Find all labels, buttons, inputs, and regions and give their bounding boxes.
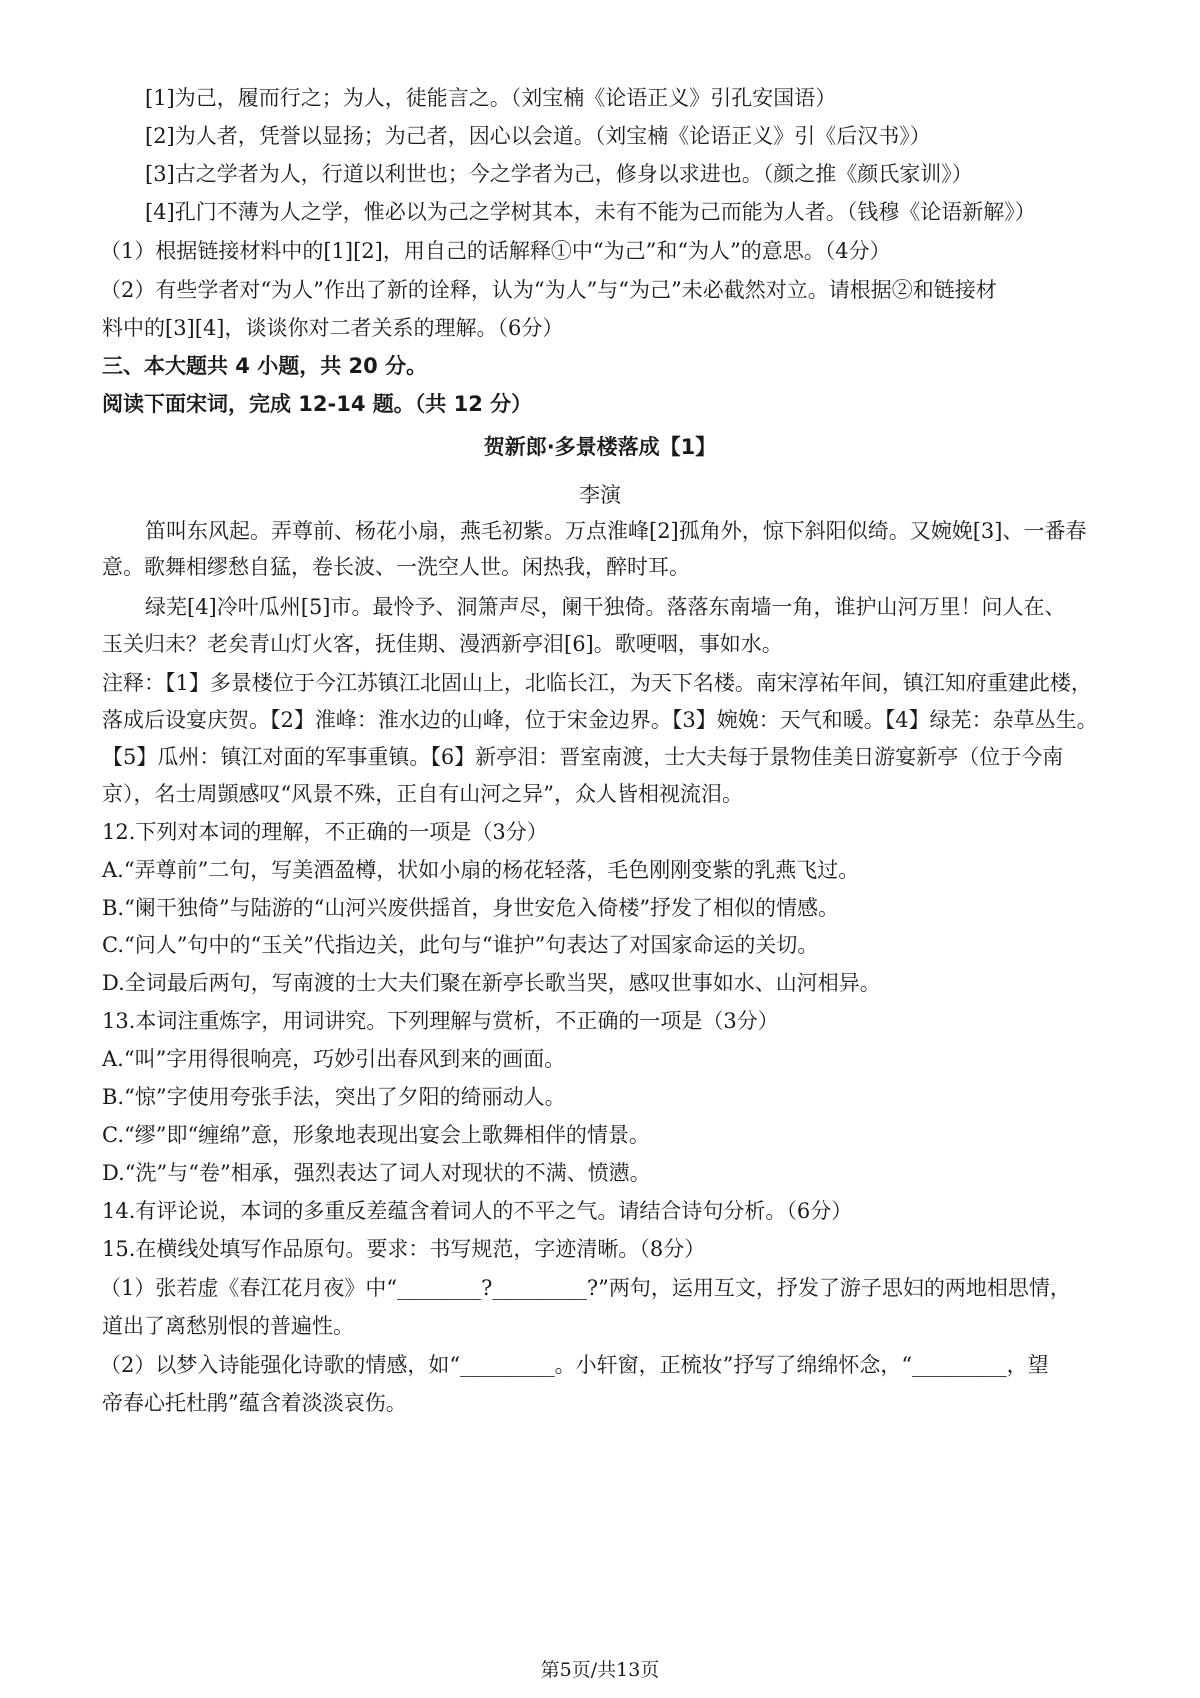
- question-11-2-line2: 料中的[3][4]，谈谈你对二者关系的理解。（6分）: [102, 316, 564, 340]
- poem-line-2: 意。歌舞相缪愁自猛，卷长波、一洗空人世。闲热我，醉时耳。: [102, 555, 690, 579]
- note-line-1: 注释：【1】多景楼位于今江苏镇江北固山上，北临长江，为天下名楼。南宋淳祐年间，镇江知府重建此楼，: [102, 671, 1092, 695]
- question-12-option-d: D.全词最后两句，写南渡的士大夫们聚在新亭长歌当哭，感叹世事如水、山河相异。: [102, 971, 881, 995]
- poem-line-4: 玉关归未？老矣青山灯火客，抚佳期、漫洒新亭泪[6]。歌哽咽，事如水。: [102, 632, 783, 656]
- question-15: 15.在横线处填写作品原句。要求：书写规范，字迹清晰。（8分）: [102, 1237, 706, 1261]
- question-13: 13.本词注重炼字，用词讲究。下列理解与赏析，不正确的一项是（3分）: [102, 1009, 779, 1033]
- link-material-2: [2]为人者，凭誉以显扬；为己者，因心以会道。（刘宝楠《论语正义》引《后汉书》）: [145, 124, 931, 148]
- question-15-1-line2: 道出了离愁别恨的普遍性。: [102, 1314, 354, 1338]
- question-15-2-line2: 帝春心托杜鹃”蕴含着淡淡哀伤。: [102, 1391, 407, 1415]
- note-line-4: 京），名士周顗感叹“风景不殊，正自有山河之异”，众人皆相视流泪。: [102, 782, 743, 806]
- poem-title: 贺新郎·多景楼落成【1】: [483, 435, 717, 459]
- note-line-3: 【5】瓜州：镇江对面的军事重镇。【6】新亭泪：晋室南渡，士大夫每于景物佳美日游宴新亭（位于今南: [102, 745, 1064, 769]
- question-13-option-c: C.“缪”即“缠绵”意，形象地表现出宴会上歌舞相伴的情景。: [102, 1123, 650, 1147]
- question-15-1-line1: （1）张若虚《春江花月夜》中“________?_________?”两句，运用互文，抒发了游子思妇的两地相思情，: [100, 1276, 1071, 1300]
- question-13-option-a: A.“叫”字用得很响亮，巧妙引出春风到来的画面。: [102, 1047, 566, 1071]
- reading-instruction: 阅读下面宋词，完成 12-14 题。（共 12 分）: [102, 392, 533, 416]
- question-13-option-d: D.“洗”与“卷”相承，强烈表达了词人对现状的不满、愤懑。: [102, 1161, 651, 1185]
- question-14: 14.有评论说，本词的多重反差蕴含着词人的不平之气。请结合诗句分析。（6分）: [102, 1199, 853, 1223]
- question-12-option-b: B.“阑干独倚”与陆游的“山河兴废供揺首，身世安危入倚楼”抒发了相似的情感。: [102, 896, 840, 920]
- link-material-3: [3]古之学者为人，行道以利世也；今之学者为己，修身以求进也。（颜之推《颜氏家训》）: [145, 162, 973, 186]
- question-15-2-line1: （2）以梦入诗能强化诗歌的情感，如“_________。小轩窗，正梳妆”抒写了绵绵怀念，“_________，望: [100, 1353, 1049, 1377]
- question-13-option-b: B.“惊”字使用夸张手法，突出了夕阳的绮丽动人。: [102, 1085, 566, 1109]
- link-material-4: [4]孔门不薄为人之学，惟必以为己之学树其本，未有不能为己而能为人者。（钱穆《论语新解》）: [145, 200, 1036, 224]
- poem-line-3: 绿芜[4]冷叶瓜州[5]市。最怜予、洞箫声尽，阑干独倚。落落东南墙一角，谁护山河万里！问人在、: [145, 595, 1066, 619]
- poem-author: 李演: [579, 483, 621, 507]
- note-line-2: 落成后设宴庆贺。【2】淮峰：淮水边的山峰，位于宋金边界。【3】婉娩：天气和暖。【4】绿芜：杂草丛生。: [102, 708, 1098, 732]
- question-12-option-a: A.“弄尊前”二句，写美酒盈樽，状如小扇的杨花轻落，毛色刚刚变紫的乳燕飞过。: [102, 858, 860, 882]
- page-footer: 第5页/共13页: [540, 1659, 660, 1681]
- poem-line-1: 笛叫东风起。弄尊前、杨花小扇，燕毛初紫。万点淮峰[2]孤角外，惊下斜阳似绮。又婉娩[3]、一番春: [145, 519, 1087, 543]
- link-material-1: [1]为己，履而行之；为人，徒能言之。（刘宝楠《论语正义》引孔安国语）: [145, 86, 837, 110]
- question-11-1: （1）根据链接材料中的[1][2]，用自己的话解释①中“为己”和“为人”的意思。（4分）: [100, 239, 891, 263]
- question-12-option-c: C.“问人”句中的“玉关”代指边关，此句与“谁护”句表达了对国家命运的关切。: [102, 933, 819, 957]
- section-heading: 三、本大题共 4 小题，共 20 分。: [102, 354, 428, 378]
- question-11-2-line1: （2）有些学者对“为人”作出了新的诠释，认为“为人”与“为己”未必截然对立。请根据②和链接材: [100, 278, 997, 302]
- question-12: 12.下列对本词的理解，不正确的一项是（3分）: [102, 820, 548, 844]
